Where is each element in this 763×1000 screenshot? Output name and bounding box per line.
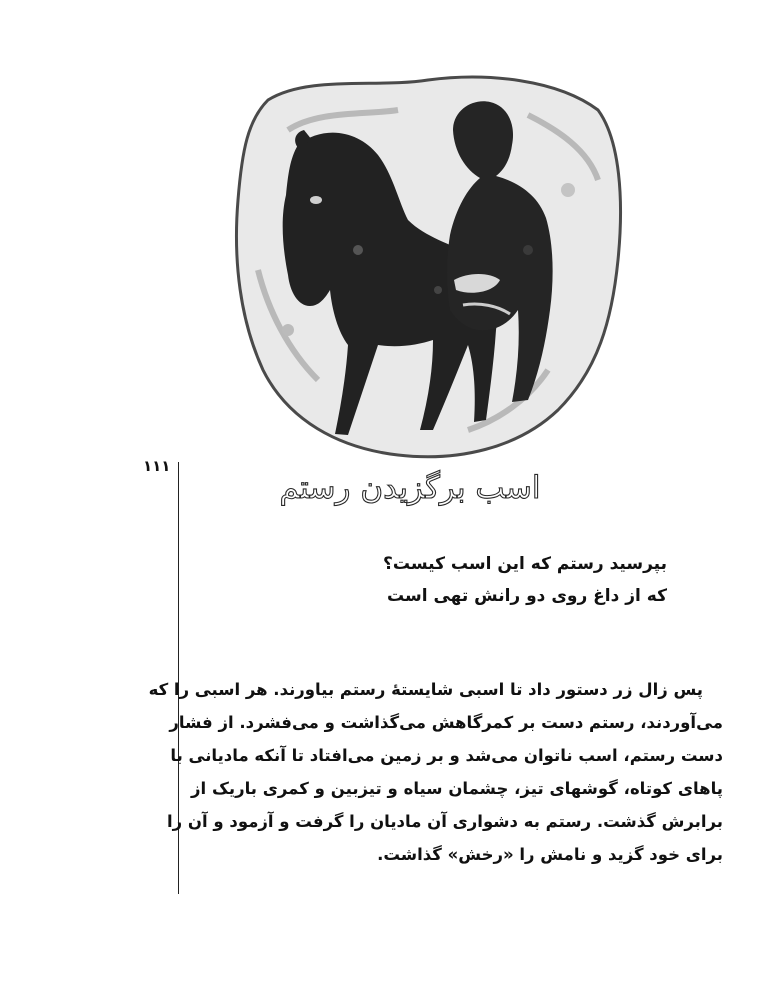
verse-line: که از داغ روی دو رانش تهی است bbox=[386, 586, 667, 606]
paragraph-line: پس زال زر دستور داد تا اسبی شایستهٔ رستم بیاورند. هر اسبی را که bbox=[148, 680, 703, 699]
paragraph-line: پاهای کوتاه، گوشهای تیز، چشمان سیاه و تیزبین و کمری باریک از bbox=[191, 779, 723, 798]
page-number: ۱۱۱ bbox=[143, 457, 171, 475]
verse-line: بپرسید رستم که این اسب کیست؟ bbox=[383, 554, 667, 574]
body-paragraph bbox=[148, 673, 723, 871]
chapter-title: اسب برگزیدن رستم bbox=[279, 470, 541, 506]
paragraph-line: دست رستم، اسب ناتوان می‌شد و بر زمین می‌افتاد تا آنکه مادیانی با bbox=[170, 746, 723, 765]
verse-block bbox=[247, 548, 667, 612]
illustration-rustam-with-horse bbox=[228, 70, 628, 462]
paragraph-line: برابرش گذشت. رستم به دشواری آن مادیان را گرفت و آزمود و آن را bbox=[167, 812, 723, 831]
paragraph-line: برای خود گزید و نامش را «رخش» گذاشت. bbox=[377, 845, 723, 864]
paragraph-line: می‌آوردند، رستم دست بر کمرگاهش می‌گذاشت و می‌فشرد. از فشار bbox=[169, 713, 723, 732]
